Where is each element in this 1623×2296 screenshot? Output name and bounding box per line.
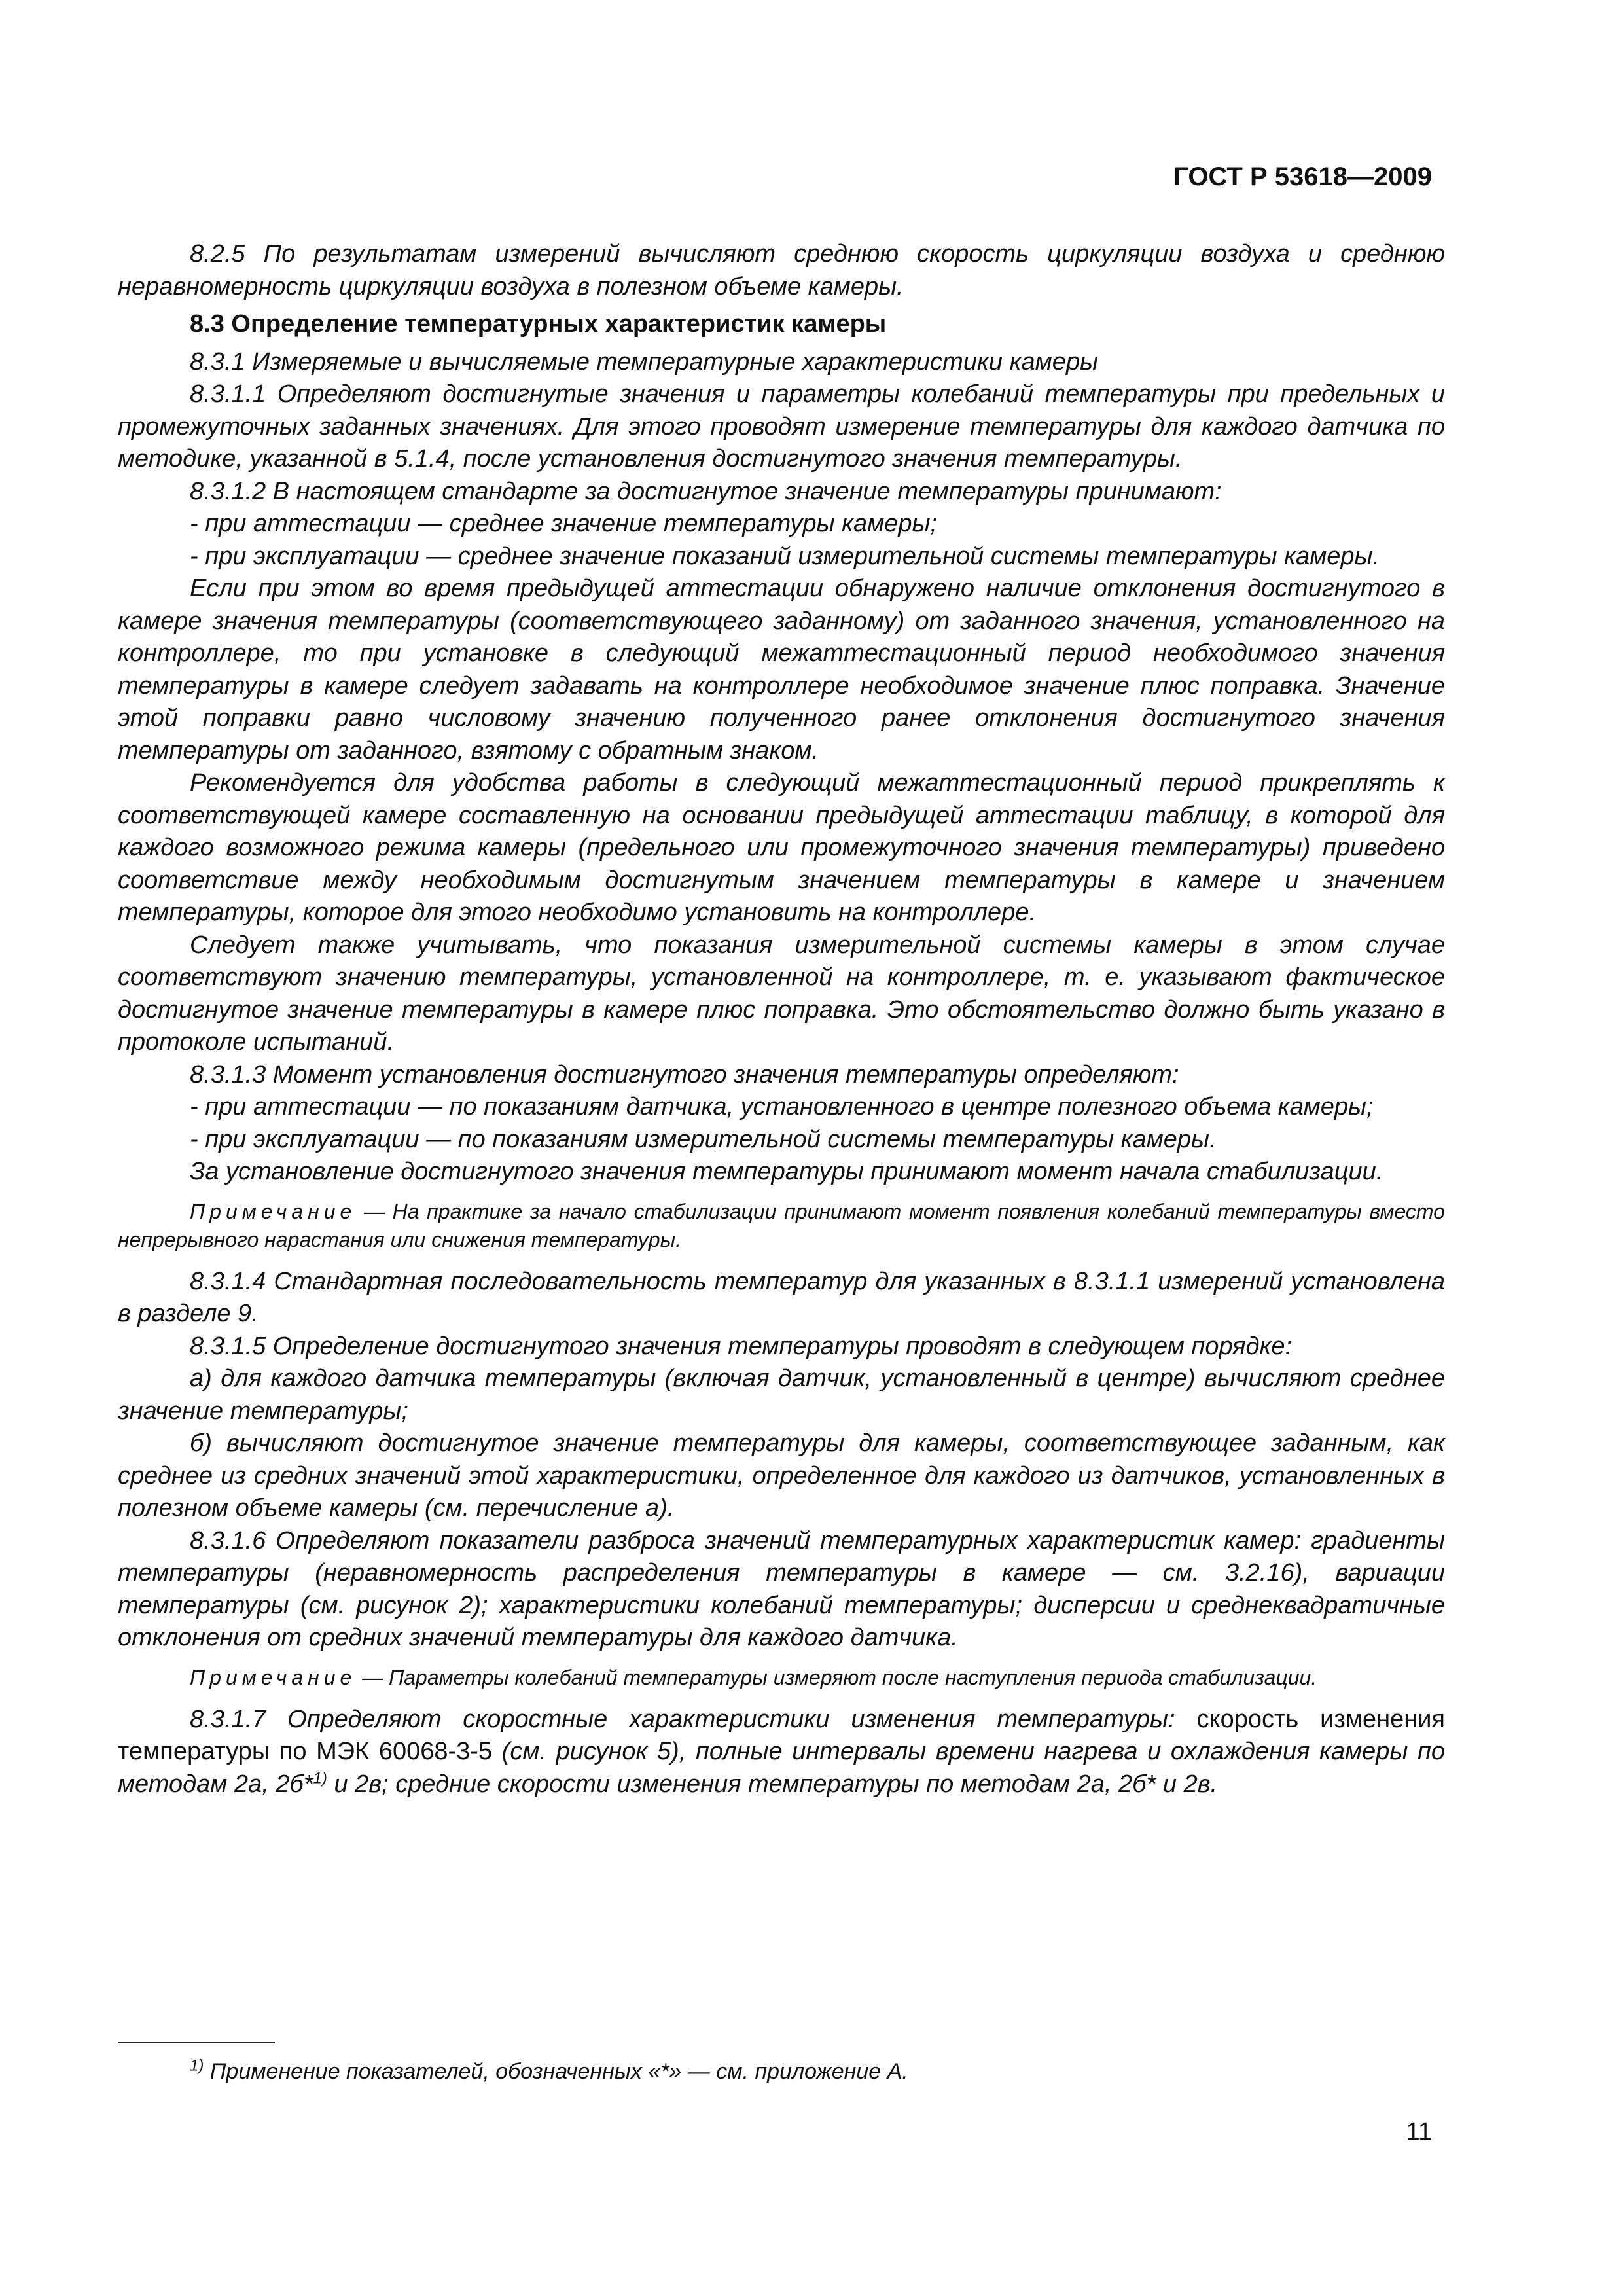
footnote	[190, 2056, 908, 2085]
paragraph-text: и 2в; средние скорости изменения температуры по методам 2а, 2б* и 2в.	[327, 1770, 1218, 1798]
paragraph-deviation: Если при этом во время предыдущей аттестации обнаружено наличие отклонения достигнутого в камере значения температуры (соответствующего заданному) от заданного значения, установленного на контроллере, то при установке в следующий межаттестационный период необходимого значения температуры в камере следует задавать на контроллере необходимое значение плюс поправка. Значение этой поправки равно числовому значению полученного ранее отклонения достигнутого значения температуры от заданного, взятому с обратным знаком.	[118, 575, 1445, 764]
paragraph-8-3-1-5: 8.3.1.5 Определение достигнутого значения температуры проводят в следующем порядке:	[190, 1332, 1293, 1360]
paragraph-8-3-1-6: 8.3.1.6 Определяют показатели разброса значений температурных характеристик камер: градиенты температуры (неравномерность распределения температуры в камере — см. 3.2.16), вариации температуры (см. рисунок 2); характеристики колебаний температуры; дисперсии и среднеквадратичные отклонения от средних значений температуры для каждого датчика.	[118, 1526, 1445, 1651]
page-number: 11	[1406, 2118, 1432, 2145]
paragraph-recommendation: Рекомендуется для удобства работы в следующий межаттестационный период прикреплять к соответствующей камере составленную на основании предыдущей аттестации таблицу, в которой для каждого возможного режима камеры (предельного или промежуточного значения температуры) приведено соответствие между необходимым достигнутым значением температуры в камере и значением температуры, которое для этого необходимо установить на контроллере.	[118, 769, 1445, 926]
list-item-attestation-sensor: - при аттестации — по показаниям датчика, установленного в центре полезного объема камеры;	[190, 1093, 1374, 1121]
note-text: — Параметры колебаний температуры измеряют после наступления периода стабилизации.	[356, 1665, 1317, 1689]
note-label: Примечание	[190, 1199, 357, 1223]
footnote-reference: 1)	[313, 1768, 327, 1787]
footnote-text: Применение показателей, обозначенных «*» — см. приложение А.	[204, 2059, 908, 2084]
document-header-id: ГОСТ Р 53618—2009	[1173, 162, 1432, 191]
footnote-divider	[118, 2042, 275, 2043]
paragraph-text: скорость изменения температуры по МЭК 60068-3-5	[118, 1705, 1445, 1765]
note-1	[118, 1198, 1445, 1254]
paragraph-8-3-1: 8.3.1 Измеряемые и вычисляемые температурные характеристики камеры	[190, 348, 1098, 376]
paragraph-8-3-1-7	[118, 1704, 1445, 1801]
paragraph-8-3-1-2: 8.3.1.2 В настоящем стандарте за достигнутое значение температуры принимают:	[190, 477, 1222, 505]
note-2	[118, 1664, 1445, 1692]
paragraph-8-3-1-3: 8.3.1.3 Момент установления достигнутого значения температуры определяют:	[190, 1060, 1179, 1088]
list-item-operation-system: - при эксплуатации — по показаниям измерительной системы температуры камеры.	[190, 1125, 1217, 1153]
paragraph-stabilization: За установление достигнутого значения температуры принимают момент начала стабилизации.	[190, 1158, 1383, 1185]
section-heading-8-3: 8.3 Определение температурных характеристик камеры	[190, 310, 887, 338]
note-text: — На практике за начало стабилизации принимают момент появления колебаний температуры вместо непрерывного нарастания или снижения температуры.	[118, 1199, 1445, 1251]
list-item-attestation: - при аттестации — среднее значение температуры камеры;	[190, 510, 937, 537]
page-content	[118, 238, 1445, 1801]
list-item-b: б) вычисляют достигнутое значение температуры для камеры, соответствующее заданным, как среднее из средних значений этой характеристики, определенное для каждого из датчиков, установленных в полезном объеме камеры (см. перечисление а).	[118, 1429, 1445, 1522]
paragraph-text: 8.3.1.7 Определяют скоростные характеристики изменения температуры:	[190, 1705, 1175, 1733]
note-label: Примечание	[190, 1665, 357, 1689]
footnote-marker: 1)	[190, 2056, 204, 2075]
paragraph-8-2-5: 8.2.5 По результатам измерений вычисляют среднюю скорость циркуляции воздуха и среднюю неравномерность циркуляции воздуха в полезном объеме камеры.	[118, 240, 1445, 300]
paragraph-text: (см. рисунок 5), полные интервалы времени нагрева и охлаждения камеры по методам 2а, 2б*	[118, 1738, 1445, 1798]
paragraph-8-3-1-1: 8.3.1.1 Определяют достигнутые значения и параметры колебаний температуры при предельных и промежуточных заданных значениях. Для этого проводят измерение температуры для каждого датчика по методике, указанной в 5.1.4, после установления достигнутого значения температуры.	[118, 380, 1445, 473]
list-item-operation: - при эксплуатации — среднее значение показаний измерительной системы температуры камеры.	[190, 542, 1380, 570]
list-item-a: а) для каждого датчика температуры (включая датчик, установленный в центре) вычисляют среднее значение температуры;	[118, 1365, 1445, 1425]
paragraph-readings: Следует также учитывать, что показания измерительной системы камеры в этом случае соответствуют значению температуры, установленной на контроллере, т. е. указывают фактическое достигнутое значение температуры в камере плюс поправка. Это обстоятельство должно быть указано в протоколе испытаний.	[118, 931, 1445, 1056]
paragraph-8-3-1-4: 8.3.1.4 Стандартная последовательность температур для указанных в 8.3.1.1 измерений установлена в разделе 9.	[118, 1267, 1445, 1327]
